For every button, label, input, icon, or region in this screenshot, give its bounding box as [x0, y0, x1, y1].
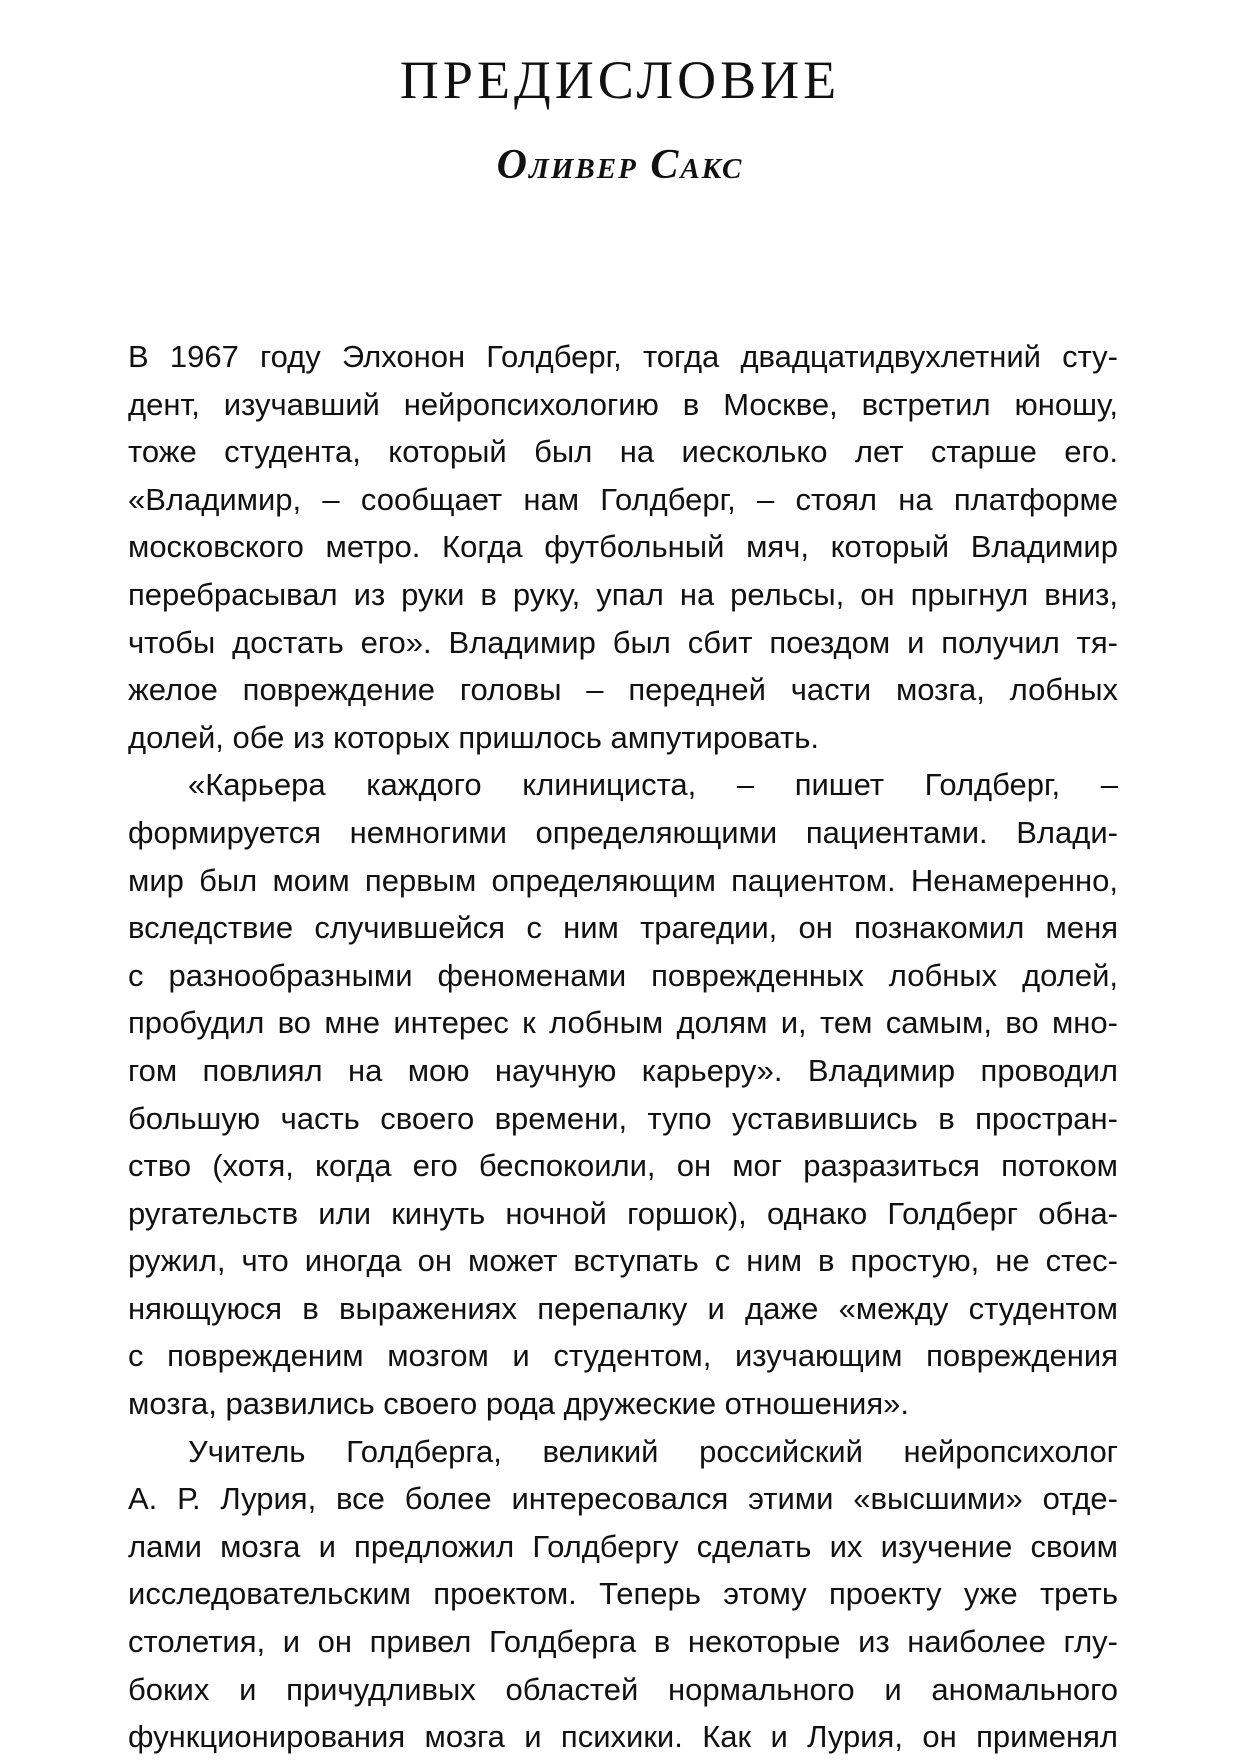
paragraph-2: [128, 761, 1118, 1427]
text-line: лами мозга и предложил Голдбергу сделать их изучение своим: [128, 1528, 1118, 1564]
page-title: ПРЕДИСЛОВИЕ: [399, 50, 841, 110]
author-name: Оливер Сакс: [496, 142, 744, 188]
text-line: функционирования мозга и психики. Как и Лурия, он применял: [128, 1719, 1118, 1755]
text-line: А. Р. Лурия, все более интересовался этими «высшими» отде-: [128, 1481, 1118, 1517]
text-line: «Карьера каждого клинициста, – пишет Голдберг, –: [188, 767, 1118, 803]
text-line: тоже студента, который был на иесколько лет старше его.: [128, 434, 1118, 470]
text-line: большую часть своего времени, тупо уставившись в простран-: [128, 1100, 1118, 1136]
text-line: с разнообразными феноменами поврежденных лобных долей,: [128, 957, 1118, 993]
text-line: Учитель Голдберга, великий российский нейропсихолог: [188, 1433, 1118, 1469]
text-line: долей, обе из которых пришлось ампутировать.: [128, 719, 819, 755]
paragraph-1: [128, 333, 1118, 761]
text-line: мозга, развились своего рода дружеские отношения».: [128, 1386, 909, 1422]
text-line: ружил, что иногда он может вступать с ним в простую, не стес-: [128, 1243, 1118, 1279]
paragraph-3: [128, 1428, 1118, 1761]
text-line: ругательств или кинуть ночной горшок), однако Голдберг обна-: [128, 1195, 1118, 1231]
text-line: московского метро. Когда футбольный мяч, который Владимир: [128, 529, 1118, 565]
text-line: с поврежденим мозгом и студентом, изучающим повреждения: [128, 1338, 1118, 1374]
text-line: мир был моим первым определяющим пациентом. Ненамеренно,: [128, 862, 1118, 898]
text-line: перебрасывал из руки в руку, упал на рельсы, он прыгнул вниз,: [128, 576, 1118, 612]
text-line: вследствие случившейся с ним трагедии, он познакомил меня: [128, 910, 1118, 946]
text-line: боких и причудливых областей нормального и аномального: [128, 1671, 1118, 1707]
text-line: чтобы достать его». Владимир был сбит поездом и получил тя-: [128, 624, 1118, 660]
text-line: пробудил во мне интерес к лобным долям и, тем самым, во мно-: [128, 1005, 1118, 1041]
text-line: столетия, и он привел Голдберга в некоторые из наиболее глу-: [128, 1624, 1118, 1660]
text-line: «Владимир, – сообщает нам Голдберг, – стоял на платформе: [128, 481, 1118, 517]
text-line: желое повреждение головы – передней части мозга, лобных: [128, 672, 1118, 708]
text-line: исследовательским проектом. Теперь этому проекту уже треть: [128, 1576, 1118, 1612]
body-text: [128, 333, 1118, 1761]
text-line: В 1967 году Элхонон Голдберг, тогда двадцатидвухлетний сту-: [128, 339, 1118, 374]
text-line: дент, изучавший нейропсихологию в Москве, встретил юношу,: [128, 386, 1118, 422]
text-line: ство (хотя, когда его беспокоили, он мог разразиться потоком: [128, 1148, 1118, 1184]
text-line: няющуюся в выражениях перепалку и даже «между студентом: [128, 1290, 1118, 1326]
text-line: гом повлиял на мою научную карьеру». Владимир проводил: [128, 1052, 1118, 1088]
text-line: формируется немногими определяющими пациентами. Влади-: [128, 814, 1118, 850]
